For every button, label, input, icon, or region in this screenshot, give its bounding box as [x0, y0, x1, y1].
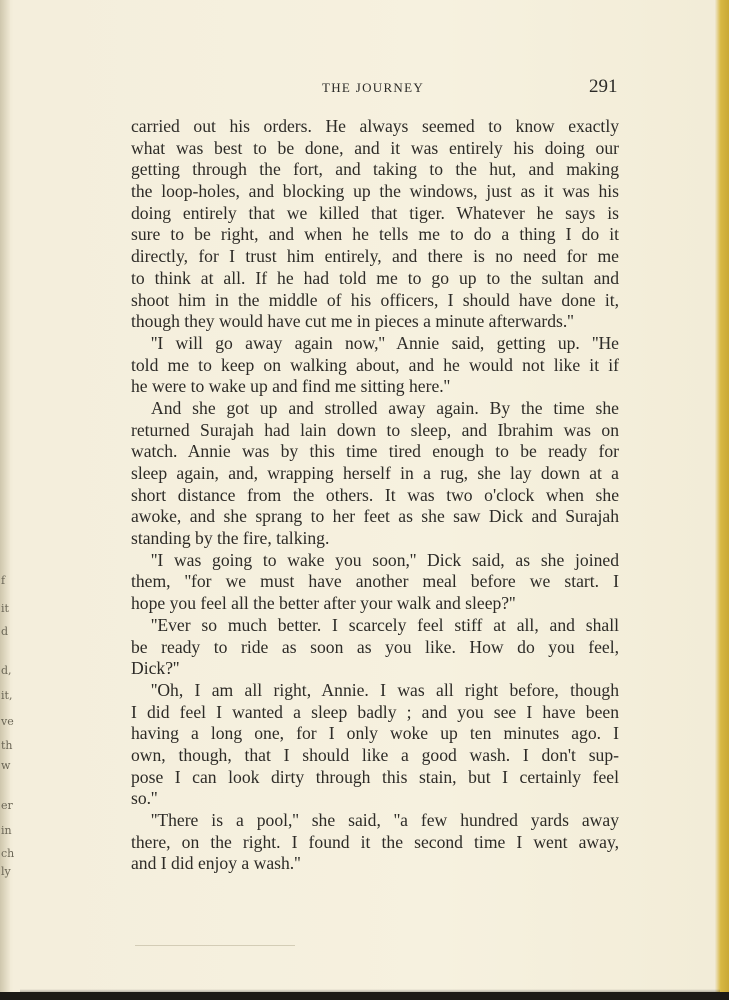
- faint-rule: [135, 945, 295, 946]
- text-line: sleep again, and, wrapping herself in a rug, she lay down at a: [131, 463, 619, 483]
- text-line: told me to keep on walking about, and he would not like it if: [131, 354, 619, 375]
- text-line: having a long one, for I only woke up ten minutes ago. I: [131, 723, 619, 744]
- bleed-through-glyph: ch: [1, 847, 15, 860]
- text-line: to think at all. If he had told me to go up to the sultan and: [131, 267, 619, 288]
- text-line: doing entirely that we killed that tiger. Whatever he says is: [131, 202, 619, 223]
- text-line: ''There is a pool,'' she said, ''a few hundred yards away: [151, 810, 619, 830]
- text-line: shoot him in the middle of his officers, I should have done it,: [131, 289, 619, 310]
- text-line: ''Oh, I am all right, Annie. I was all right before, though: [151, 679, 619, 700]
- text-line: ''I will go away again now,'' Annie said, getting up. ''He: [151, 332, 619, 353]
- bleed-through-glyph: in: [1, 824, 12, 837]
- bleed-through-glyph: w: [1, 759, 11, 772]
- text-line: he were to wake up and find me sitting here.'': [131, 376, 451, 397]
- text-line: ''I was going to wake you soon,'' Dick said, as she joined: [151, 549, 619, 570]
- bleed-through-glyph: ve: [1, 715, 14, 728]
- text-line: I did feel I wanted a sleep badly ; and you see I have been: [131, 701, 619, 722]
- text-line: the loop-holes, and blocking up the windows, just as it was his: [131, 181, 619, 202]
- text-line: carried out his orders. He always seemed to know exactly: [131, 116, 619, 136]
- text-line: so.'': [131, 788, 158, 809]
- text-line: short distance from the others. It was two o'clock when she: [131, 484, 619, 505]
- text-line: sure to be right, and when he tells me to do a thing I do it: [131, 224, 619, 245]
- bleed-through-glyph: it,: [1, 689, 13, 702]
- text-line: returned Surajah had lain down to sleep, and Ibrahim was on: [131, 419, 619, 440]
- text-line: there, on the right. I found it the second time I went away,: [131, 831, 619, 852]
- page-number: 291: [589, 76, 618, 97]
- text-line: though they would have cut me in pieces a minute afterwards.'': [131, 311, 574, 332]
- text-line: and I did enjoy a wash.'': [131, 853, 301, 874]
- bleed-through-glyph: it: [1, 602, 9, 615]
- bleed-through-glyph: er: [1, 799, 13, 812]
- bleed-through-glyph: f: [1, 574, 6, 587]
- text-line: hope you feel all the better after your walk and sleep?'': [131, 593, 516, 614]
- bleed-through-glyph: d: [1, 625, 9, 638]
- bleed-through-glyph: ly: [1, 865, 11, 878]
- text-line: what was best to be done, and it was entirely his doing our: [131, 137, 619, 158]
- body-text: [131, 116, 619, 875]
- text-line: pose I can look dirty through this stain, but I certainly feel: [131, 766, 619, 787]
- bleed-through-glyph: th: [1, 739, 13, 752]
- text-line: ''Ever so much better. I scarcely feel stiff at all, and shall: [151, 614, 619, 635]
- scanner-bottom-edge: [0, 992, 729, 1000]
- text-line: And she got up and strolled away again. By the time she: [151, 397, 619, 418]
- text-line: watch. Annie was by this time tired enough to be ready for: [131, 441, 619, 462]
- text-line: standing by the fire, talking.: [131, 528, 330, 549]
- running-head: THE JOURNEY: [322, 80, 425, 95]
- text-line: directly, for I trust him entirely, and there is no need for me: [131, 246, 619, 267]
- bleed-through-glyph: d,: [1, 664, 12, 677]
- text-line: getting through the fort, and taking to the hut, and making: [131, 159, 619, 180]
- text-line: Dick?'': [131, 658, 180, 679]
- text-line: awoke, and she sprang to her feet as she saw Dick and Surajah: [131, 506, 619, 527]
- text-line: them, ''for we must have another meal before we start. I: [131, 571, 619, 592]
- text-line: be ready to ride as soon as you like. How do you feel,: [131, 636, 619, 657]
- text-line: own, though, that I should like a good wash. I don't sup-: [131, 744, 619, 765]
- page-header: [0, 78, 729, 98]
- gilt-page-edge: [715, 0, 729, 1000]
